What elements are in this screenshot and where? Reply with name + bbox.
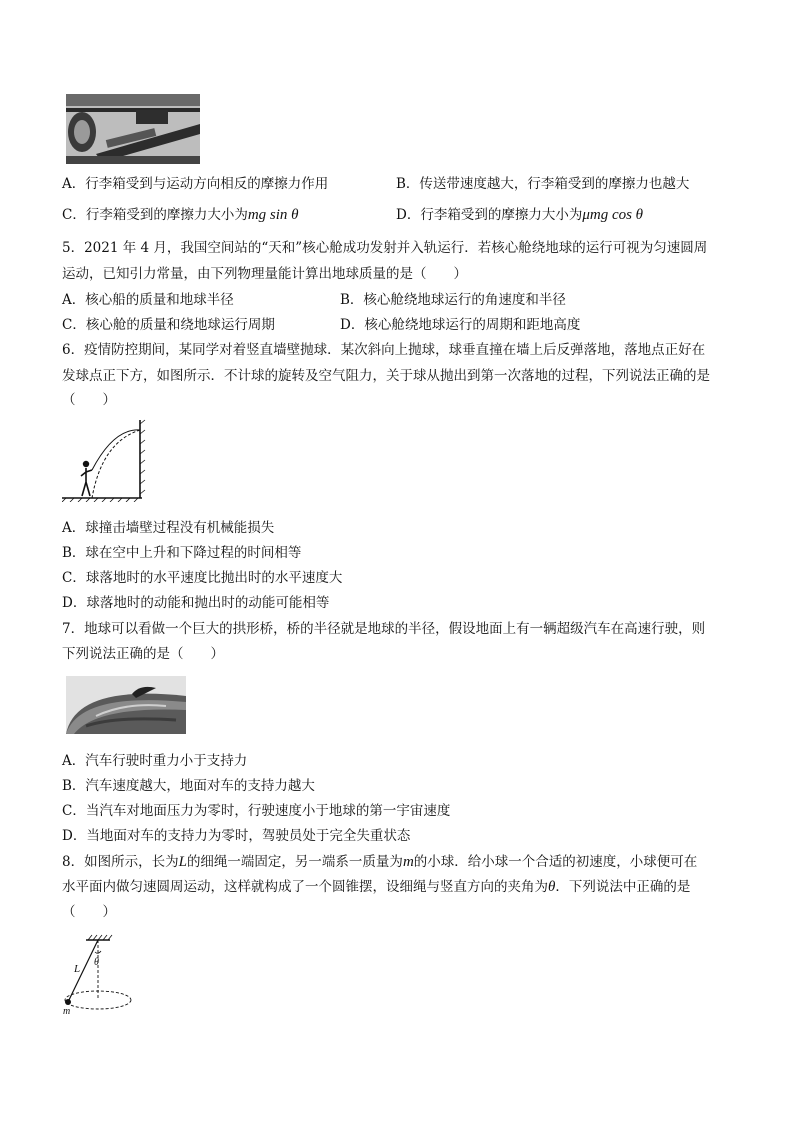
fig-label-m: m <box>63 1006 71 1016</box>
wall-throw-figure <box>62 418 154 502</box>
q8-stem-line-1 <box>62 852 697 872</box>
q8-stem-1a: 8．如图所示，长为 <box>62 854 179 870</box>
q5-stem-line-1: 5．2021 年 4 月，我国空间站的“天和”核心舱成功发射并入轨运行．若核心舱绕地球的运行可视为匀速圆周 <box>62 240 708 256</box>
q5-option-a: A．核心船的质量和地球半径 <box>62 292 234 308</box>
q7-option-b: B．汽车速度越大，地面对车的支持力越大 <box>62 778 315 794</box>
q4-option-b: B．传送带速度越大，行李箱受到的摩擦力也越大 <box>396 176 690 192</box>
fig-label-L: L <box>74 963 81 975</box>
q4-option-a: A．行李箱受到与运动方向相反的摩擦力作用 <box>62 176 329 192</box>
q4-option-c-text: C．行李箱受到的摩擦力大小为 <box>62 207 248 223</box>
q4-option-c <box>62 205 299 225</box>
q6-option-c: C．球落地时的水平速度比抛出时的水平速度大 <box>62 570 343 586</box>
q4-option-d <box>396 205 643 225</box>
conveyor-photo <box>66 94 200 164</box>
q4-option-c-expr: mg sin θ <box>247 207 299 223</box>
fig-label-theta: θ <box>94 957 99 968</box>
q7-option-d: D．当地面对车的支持力为零时，驾驶员处于完全失重状态 <box>62 828 411 844</box>
q5-option-c: C．核心舱的质量和绕地球运行周期 <box>62 317 275 333</box>
q7-stem-line-1: 7．地球可以看做一个巨大的拱形桥，桥的半径就是地球的半径，假设地面上有一辆超级汽车在高速行驶，则 <box>62 621 706 637</box>
q6-option-d: D．球落地时的动能和抛出时的动能可能相等 <box>62 595 330 611</box>
q7-stem-line-2: 下列说法正确的是（ ） <box>62 646 224 662</box>
q8-stem-2a: 水平面内做匀速圆周运动，这样就构成了一个圆锥摆，设细绳与竖直方向的夹角为 <box>62 879 548 895</box>
q6-stem-line-3: （ ） <box>62 392 116 408</box>
q8-stem-1c: 的小球．给小球一个合适的初速度，小球便可在 <box>413 854 698 870</box>
q4-option-d-text: D．行李箱受到的摩擦力大小为 <box>396 207 583 223</box>
q8-stem-2-theta: θ <box>548 879 556 895</box>
q6-stem-line-1: 6．疫情防控期间，某同学对着竖直墙壁抛球．某次斜向上抛球，球垂直撞在墙上后反弹落地，落地点正好在 <box>62 342 706 358</box>
conical-pendulum-figure <box>60 932 150 1016</box>
q8-stem-1-m: m <box>402 854 414 870</box>
q6-option-b: B．球在空中上升和下降过程的时间相等 <box>62 545 302 561</box>
q6-stem-line-2: 发球点正下方，如图所示．不计球的旋转及空气阻力，关于球从抛出到第一次落地的过程，下列说法正确的是 <box>62 368 710 384</box>
q8-stem-1b: 的细绳一端固定，另一端系一质量为 <box>186 854 403 870</box>
q8-stem-1-L: L <box>178 854 187 870</box>
q8-stem-line-2 <box>62 877 690 897</box>
q5-option-d: D．核心舱绕地球运行的周期和距地高度 <box>340 317 581 333</box>
q7-option-c: C．当汽车对地面压力为零时，行驶速度小于地球的第一宇宙速度 <box>62 803 451 819</box>
q5-stem-line-2: 运动，已知引力常量，由下列物理量能计算出地球质量的是（ ） <box>62 266 467 282</box>
q8-stem-2b: ．下列说法中正确的是 <box>555 879 691 895</box>
q6-option-a: A．球撞击墙壁过程没有机械能损失 <box>62 520 275 536</box>
q5-option-b: B．核心舱绕地球运行的角速度和半径 <box>340 292 566 308</box>
q8-stem-line-3: （ ） <box>62 904 116 920</box>
q7-option-a: A．汽车行驶时重力小于支持力 <box>62 753 248 769</box>
q4-option-d-expr: μmg cos θ <box>582 207 644 223</box>
earth-car-photo <box>66 676 186 734</box>
